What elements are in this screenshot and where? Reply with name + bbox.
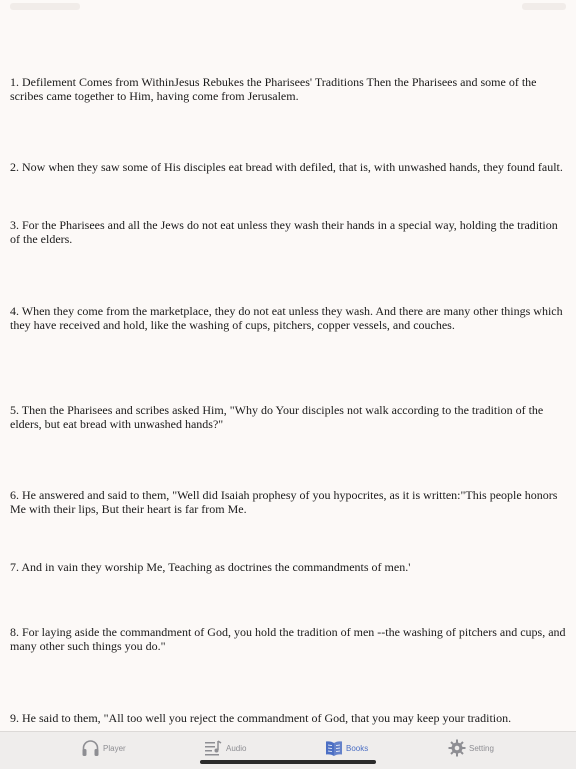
verse-5: 5. Then the Pharisees and scribes asked Him, "Why do Your disciples not walk according to the tradition of the elders, but eat bread with unwashed hands?" xyxy=(10,403,544,431)
book-icon xyxy=(325,740,343,757)
verse-7: 7. And in vain they worship Me, Teaching as doctrines the commandments of men.' xyxy=(10,560,411,574)
verse-1: 1. Defilement Comes from WithinJesus Rebukes the Pharisees' Traditions Then the Pharisees and some of the scribes came together to Him, having come from Jerusalem. xyxy=(10,75,537,103)
verse-8: 8. For laying aside the commandment of God, you hold the tradition of men --the washing of pitchers and cups, and many other such things you do." xyxy=(10,625,566,653)
tab-audio-label: Audio xyxy=(226,743,247,753)
headphones-icon xyxy=(81,739,100,757)
verse-6: 6. He answered and said to them, "Well did Isaiah prophesy of you hypocrites, as it is written:"This people honors Me with their lips, But their heart is far from Me. xyxy=(10,488,558,516)
tab-player-label: Player xyxy=(103,743,126,753)
tab-setting-label: Setting xyxy=(469,743,494,753)
gear-icon xyxy=(448,739,466,757)
verse-2: 2. Now when they saw some of His disciples eat bread with defiled, that is, with unwashed hands, they found fault. xyxy=(10,160,563,174)
tab-books-label: Books xyxy=(346,743,369,753)
tab-books[interactable] xyxy=(325,737,368,759)
tab-audio[interactable] xyxy=(204,737,246,759)
verse-9: 9. He said to them, "All too well you reject the commandment of God, that you may keep your tradition. xyxy=(10,711,512,725)
verse-3: 3. For the Pharisees and all the Jews do not eat unless they wash their hands in a special way, holding the tradition of the elders. xyxy=(10,218,558,246)
audio-list-icon xyxy=(204,740,223,756)
status-bar xyxy=(0,0,576,16)
tab-setting[interactable] xyxy=(448,737,494,759)
verse-4: 4. When they come from the marketplace, they do not eat unless they wash. And there are many other things which they have received and hold, like the washing of cups, pitchers, copper vessels, and couches. xyxy=(10,304,563,332)
home-indicator[interactable] xyxy=(200,760,376,764)
status-bar-time xyxy=(10,3,80,10)
tab-player[interactable] xyxy=(81,737,126,759)
status-bar-indicators xyxy=(522,3,566,10)
